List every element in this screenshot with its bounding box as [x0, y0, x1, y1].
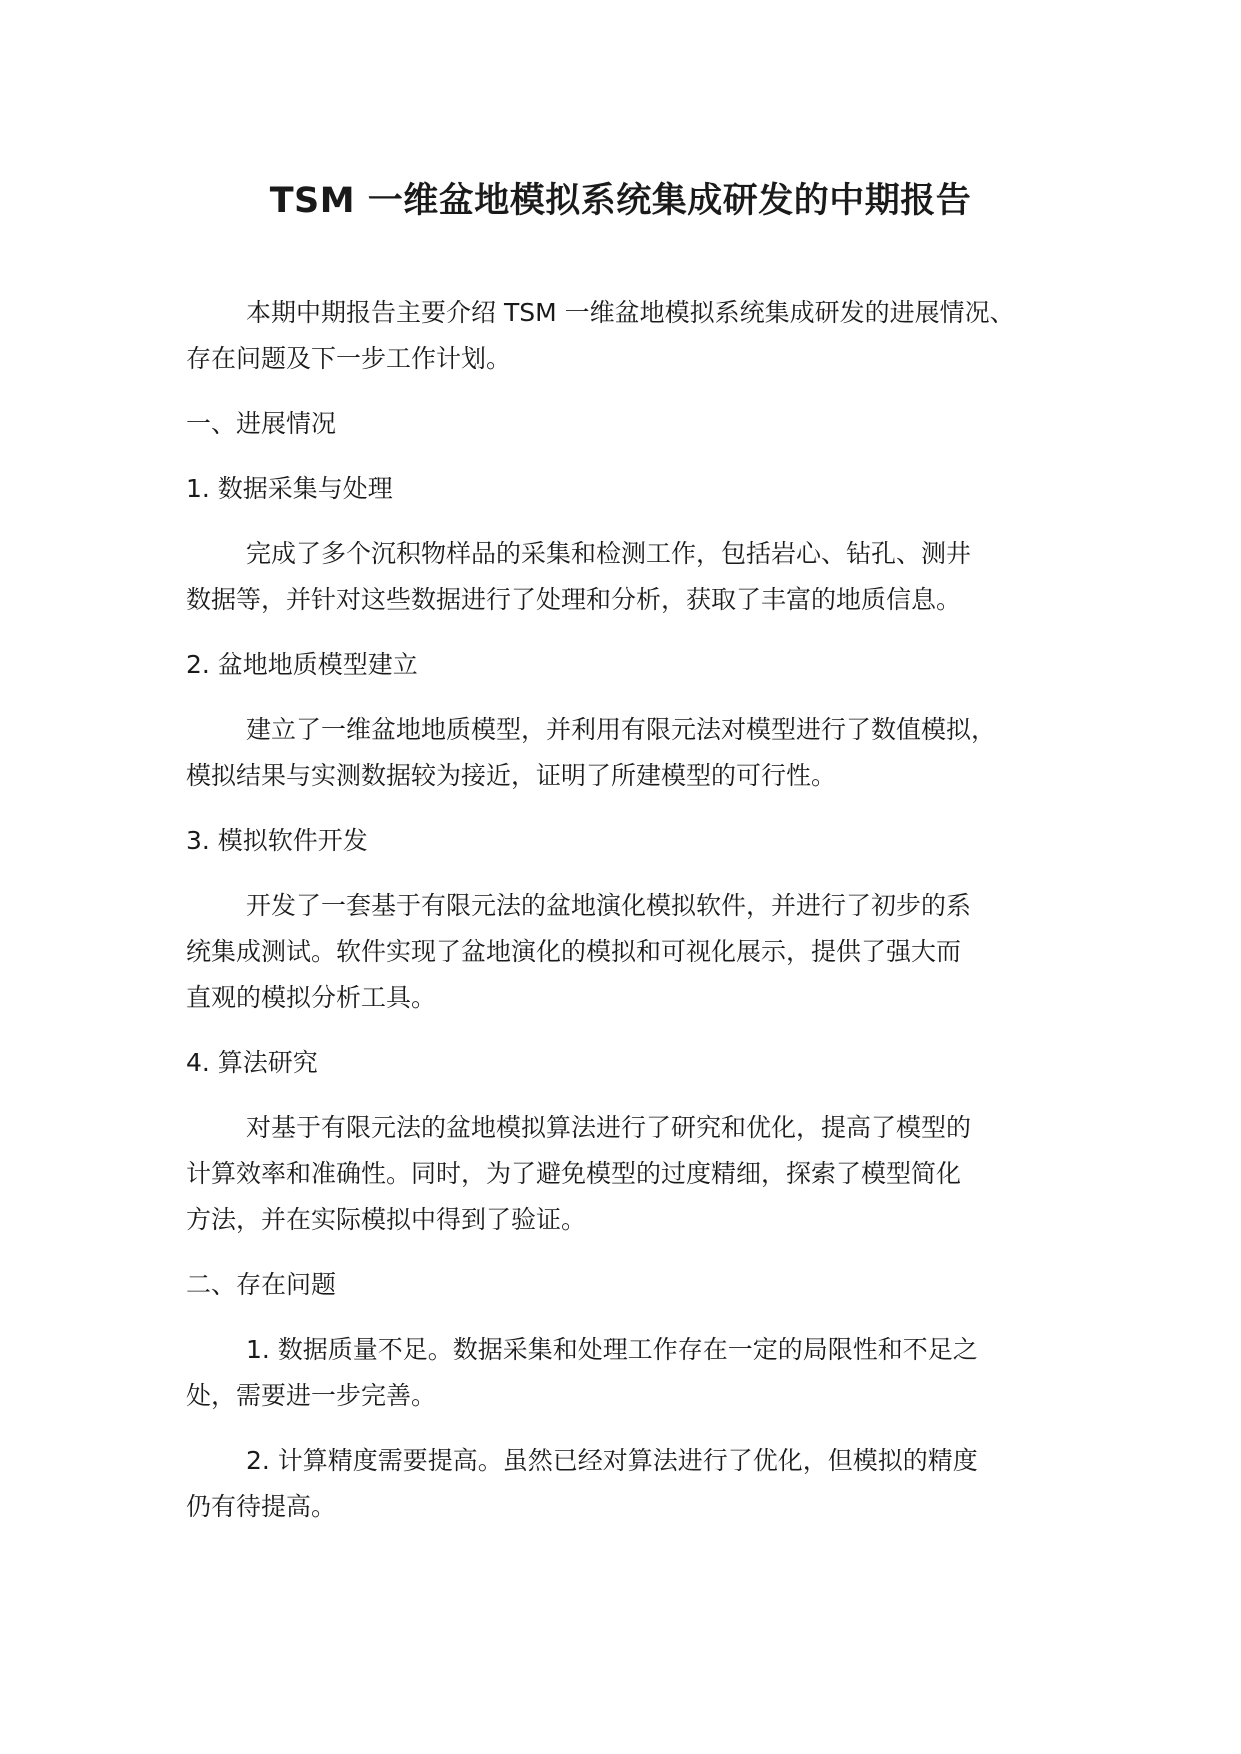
paragraph-line: 建立了一维盆地地质模型，并利用有限元法对模型进行了数值模拟，	[246, 715, 997, 744]
document-body	[186, 290, 1086, 1530]
paragraph-line: 计算效率和准确性。同时，为了避免模型的过度精细，探索了模型简化	[186, 1159, 962, 1188]
subsection-heading: 4. 算法研究	[186, 1048, 318, 1077]
subsection-heading: 1. 数据采集与处理	[186, 474, 393, 503]
body-paragraph	[186, 707, 1086, 799]
issue-paragraph	[186, 1438, 1086, 1530]
paragraph-line: 开发了一套基于有限元法的盆地演化模拟软件，并进行了初步的系	[246, 891, 972, 920]
paragraph-line: 方法，并在实际模拟中得到了验证。	[186, 1205, 587, 1234]
paragraph-line: 模拟结果与实测数据较为接近，证明了所建模型的可行性。	[186, 761, 837, 790]
paragraph-line: 数据等，并针对这些数据进行了处理和分析，获取了丰富的地质信息。	[186, 585, 962, 614]
subsection-heading: 3. 模拟软件开发	[186, 826, 368, 855]
body-paragraph	[186, 1105, 1086, 1243]
paragraph-line: 完成了多个沉积物样品的采集和检测工作，包括岩心、钻孔、测井	[246, 539, 972, 568]
document-title: TSM 一维盆地模拟系统集成研发的中期报告	[269, 181, 972, 221]
subsection-heading: 2. 盆地地质模型建立	[186, 650, 418, 679]
issue-paragraph	[186, 1327, 1086, 1419]
section-heading-progress: 一、进展情况	[186, 409, 337, 438]
paragraph-line: 2. 计算精度需要提高。虽然已经对算法进行了优化，但模拟的精度	[246, 1446, 978, 1475]
paragraph-line: 仍有待提高。	[186, 1492, 337, 1521]
paragraph-line: 统集成测试。软件实现了盆地演化的模拟和可视化展示，提供了强大而	[186, 937, 962, 966]
intro-line: 本期中期报告主要介绍 TSM 一维盆地模拟系统集成研发的进展情况、	[246, 298, 1015, 327]
section-heading-issues: 二、存在问题	[186, 1270, 337, 1299]
body-paragraph	[186, 531, 1086, 623]
intro-line: 存在问题及下一步工作计划。	[186, 344, 512, 373]
paragraph-line: 1. 数据质量不足。数据采集和处理工作存在一定的局限性和不足之	[246, 1335, 978, 1364]
paragraph-line: 处，需要进一步完善。	[186, 1381, 437, 1410]
paragraph-line: 直观的模拟分析工具。	[186, 983, 437, 1012]
body-paragraph	[186, 883, 1086, 1021]
intro-paragraph	[186, 290, 1086, 382]
paragraph-line: 对基于有限元法的盆地模拟算法进行了研究和优化，提高了模型的	[246, 1113, 972, 1142]
